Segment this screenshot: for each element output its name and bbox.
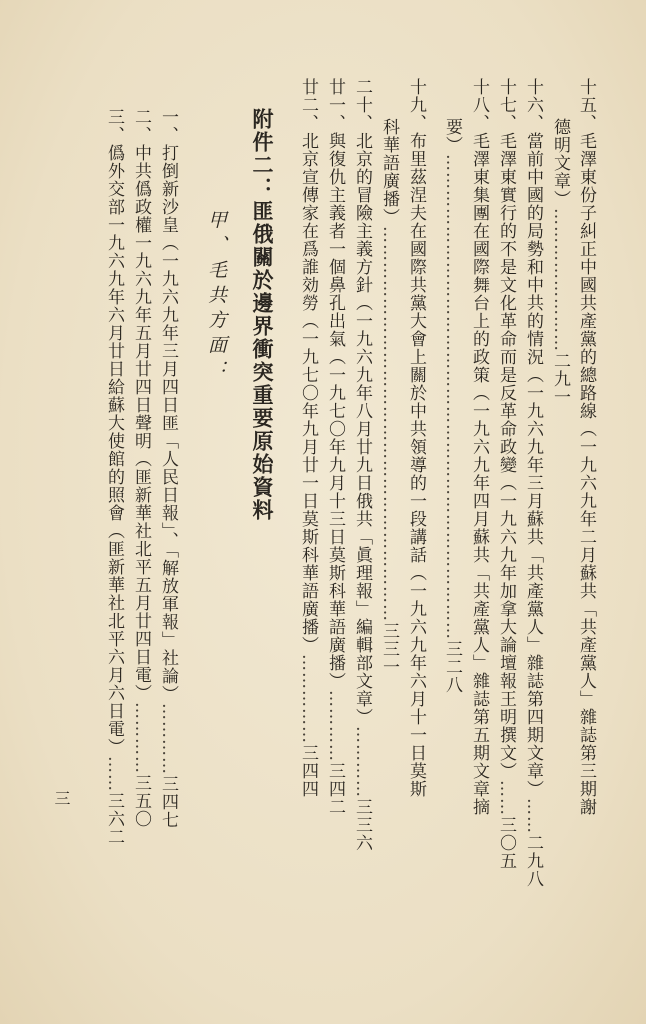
dot-leader: …… [104, 756, 124, 792]
dot-leader: ………… [352, 726, 372, 798]
page-reference: 三四七 [158, 775, 178, 829]
toc-entry-text: 二、中共僞政權一九六九年五月廿四日聲明（匪新華社北平五月廿四日電） [131, 108, 151, 702]
appendix-item-3 [102, 108, 124, 846]
toc-entry-15-line1 [574, 78, 596, 816]
dot-leader: …………… [298, 654, 318, 744]
toc-entry-text: 三、僞外交部一九六九年六月廿日給蘇大使館的照會（匪新華社北平六月六日電） [104, 108, 124, 756]
dot-leader: ………… [158, 703, 178, 775]
dot-leader: ……………………………………………………………………… [442, 154, 462, 640]
toc-entry-text: 德明文章） [550, 118, 570, 208]
toc-entry-22 [296, 78, 318, 798]
toc-entry-text: 十六、當前中國的局勢和中共的情況（一九六九年三月蘇共「共產黨人」雜誌第四期文章） [523, 78, 543, 798]
appendix-item-2 [129, 108, 151, 828]
toc-entry-text: 要） [442, 118, 462, 154]
toc-entry-20 [350, 78, 372, 852]
page-reference: 三二八 [442, 640, 462, 694]
toc-entry-text: 廿二、北京宣傳家在爲誰効勞（一九七〇年九月廿一日莫斯科華語廣播） [298, 78, 318, 654]
appendix-item-1 [156, 108, 178, 829]
toc-entry-text: 廿一、與復仇主義者一個鼻孔出氣（一九七〇年九月十三日莫斯科華語廣播） [325, 78, 345, 690]
toc-entry-text: 十五、毛澤東份子糾正中國共產黨的總路線（一九六九年二月蘇共「共產黨人」雜誌第三期謝 [576, 78, 596, 816]
appendix-heading-text: 附件二：匪俄關於邊界衝突重要原始資料 [250, 108, 274, 522]
dot-leader: ………………………………………………………… [379, 226, 399, 622]
toc-entry-15-line2 [548, 118, 570, 406]
toc-entry-text: 十九、布里茲涅夫在國際共黨大會上關於中共領導的一段講話（一九六九年六月十一日莫斯 [406, 78, 426, 798]
toc-entry-18-line2 [440, 118, 462, 694]
dot-leader: …………………… [550, 208, 570, 352]
page-reference: 三四二 [325, 762, 345, 816]
page-reference: 三〇五 [496, 816, 516, 870]
toc-entry-17 [494, 78, 516, 870]
toc-entry-21 [323, 78, 345, 816]
page-reference: 三三一 [379, 622, 399, 676]
toc-entry-19-line2 [377, 118, 399, 676]
toc-entry-18-line1 [467, 78, 489, 816]
toc-entry-19-line1 [404, 78, 426, 798]
page-reference: 二九八 [523, 834, 543, 888]
toc-entry-text: 二十、北京的冒險主義方針（一九六九年八月廿九日俄共「眞理報」編輯部文章） [352, 78, 372, 726]
toc-entry-text: 十八、毛澤東集團在國際舞台上的政策（一九六九年四月蘇共「共產黨人」雜誌第五期文章摘 [469, 78, 489, 816]
dot-leader: …… [523, 798, 543, 834]
page-reference: 三四四 [298, 744, 318, 798]
toc-entry-16 [521, 78, 543, 888]
dot-leader: …… [496, 780, 516, 816]
dot-leader: ………… [131, 702, 151, 774]
section-subheading [204, 210, 226, 385]
toc-entry-text: 一、打倒新沙皇（一九六九年三月四日匪「人民日報」、「解放軍報」社論） [158, 108, 178, 703]
page-reference: 三五〇 [131, 774, 151, 828]
page-number: 三 [52, 790, 71, 806]
page-reference: 三六二 [104, 792, 124, 846]
toc-entry-text: 十七、毛澤東實行的不是文化革命而是反革命政變（一九六九年加拿大論壇報王明撰文） [496, 78, 516, 780]
appendix-heading [246, 108, 272, 522]
section-subheading-text: 甲、毛共方面： [205, 210, 227, 385]
page-reference: 二九一 [550, 352, 570, 406]
toc-entry-text: 科華語廣播） [379, 118, 399, 226]
page-reference: 三三六 [352, 798, 372, 852]
dot-leader: ………… [325, 690, 345, 762]
